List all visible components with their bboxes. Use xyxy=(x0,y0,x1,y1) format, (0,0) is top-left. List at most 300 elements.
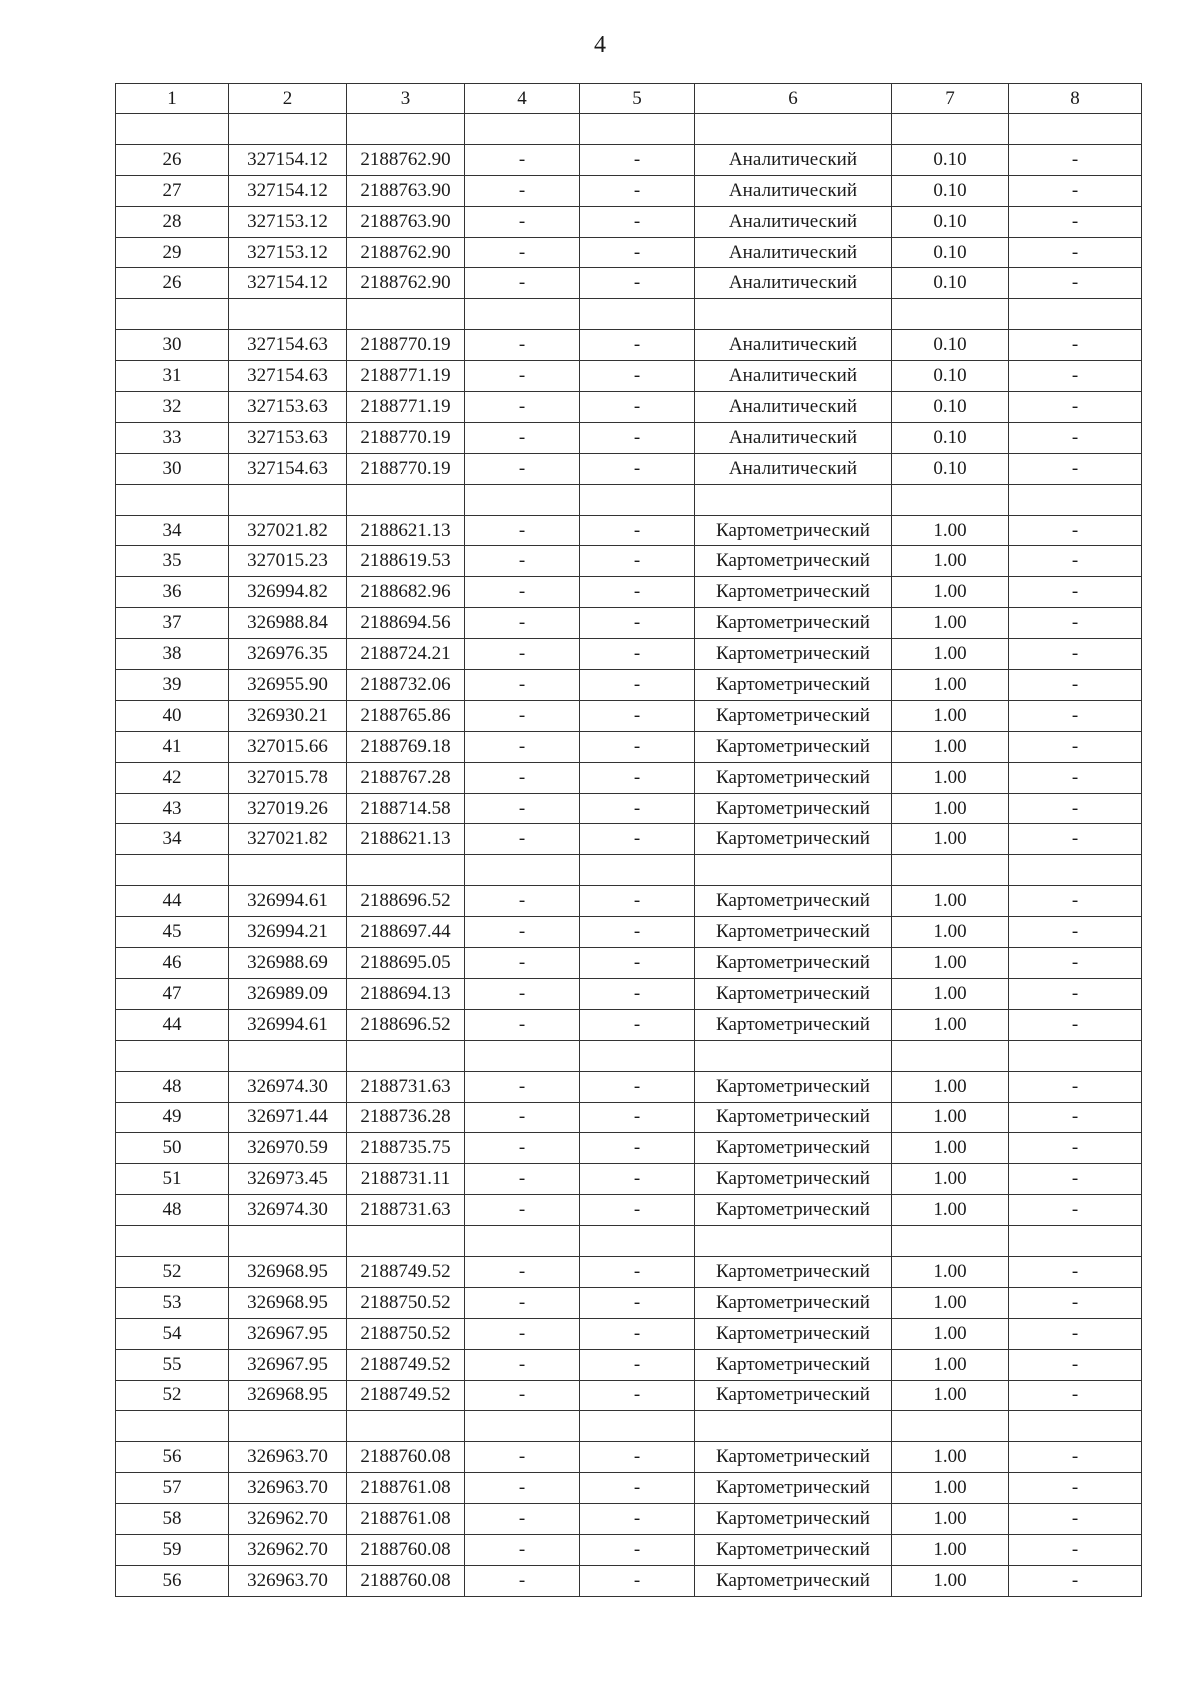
table-row xyxy=(116,515,1142,546)
column-header: 4 xyxy=(465,84,580,114)
table-cell: 1.00 xyxy=(892,1565,1009,1596)
table-cell: 35 xyxy=(116,546,229,577)
table-cell: 0.10 xyxy=(892,206,1009,237)
table-cell: - xyxy=(465,978,580,1009)
table-cell: - xyxy=(465,330,580,361)
table-cell: - xyxy=(465,453,580,484)
table-row xyxy=(116,1504,1142,1535)
empty-cell xyxy=(347,484,465,515)
table-cell: - xyxy=(580,1349,695,1380)
table-row xyxy=(116,206,1142,237)
table-cell: 2188771.19 xyxy=(347,392,465,423)
table-cell: - xyxy=(1009,361,1142,392)
table-cell: - xyxy=(1009,515,1142,546)
table-cell: 40 xyxy=(116,700,229,731)
table-cell: 26 xyxy=(116,144,229,175)
table-cell: Аналитический xyxy=(695,268,892,299)
column-header: 1 xyxy=(116,84,229,114)
table-row xyxy=(116,1287,1142,1318)
table-cell: Картометрический xyxy=(695,948,892,979)
table-cell: 326968.95 xyxy=(229,1256,347,1287)
empty-cell xyxy=(229,855,347,886)
empty-cell xyxy=(892,484,1009,515)
empty-cell xyxy=(347,299,465,330)
table-cell: - xyxy=(1009,268,1142,299)
table-cell: Аналитический xyxy=(695,206,892,237)
table-cell: 2188731.63 xyxy=(347,1071,465,1102)
table-cell: 327154.12 xyxy=(229,268,347,299)
table-cell: 326955.90 xyxy=(229,670,347,701)
table-cell: Картометрический xyxy=(695,670,892,701)
column-header: 2 xyxy=(229,84,347,114)
table-cell: 1.00 xyxy=(892,700,1009,731)
table-cell: 1.00 xyxy=(892,1102,1009,1133)
table-cell: 28 xyxy=(116,206,229,237)
table-cell: 326970.59 xyxy=(229,1133,347,1164)
empty-cell xyxy=(580,855,695,886)
table-cell: 2188770.19 xyxy=(347,422,465,453)
table-cell: 326963.70 xyxy=(229,1565,347,1596)
table-cell: 327019.26 xyxy=(229,793,347,824)
table-cell: Картометрический xyxy=(695,1009,892,1040)
table-cell: 2188750.52 xyxy=(347,1287,465,1318)
empty-cell xyxy=(229,299,347,330)
table-cell: 2188762.90 xyxy=(347,237,465,268)
table-cell: - xyxy=(465,1071,580,1102)
table-row xyxy=(116,1164,1142,1195)
table-cell: 326967.95 xyxy=(229,1349,347,1380)
empty-cell xyxy=(695,114,892,145)
table-cell: - xyxy=(1009,330,1142,361)
table-cell: - xyxy=(1009,1287,1142,1318)
table-cell: 326963.70 xyxy=(229,1473,347,1504)
table-cell: - xyxy=(1009,1565,1142,1596)
table-cell: 2188770.19 xyxy=(347,330,465,361)
table-cell: Картометрический xyxy=(695,731,892,762)
table-cell: 326968.95 xyxy=(229,1287,347,1318)
table-cell: 31 xyxy=(116,361,229,392)
table-cell: 1.00 xyxy=(892,608,1009,639)
table-cell: - xyxy=(465,1473,580,1504)
table-cell: 2188732.06 xyxy=(347,670,465,701)
table-cell: Картометрический xyxy=(695,546,892,577)
table-cell: 326962.70 xyxy=(229,1534,347,1565)
table-cell: 2188696.52 xyxy=(347,886,465,917)
table-cell: 2188695.05 xyxy=(347,948,465,979)
table-cell: 1.00 xyxy=(892,948,1009,979)
table-cell: - xyxy=(580,1256,695,1287)
table-row xyxy=(116,1102,1142,1133)
table-row xyxy=(116,453,1142,484)
empty-cell xyxy=(695,484,892,515)
table-cell: - xyxy=(580,762,695,793)
table-cell: 2188697.44 xyxy=(347,917,465,948)
table-row xyxy=(116,1318,1142,1349)
table-cell: 2188770.19 xyxy=(347,453,465,484)
table-row xyxy=(116,422,1142,453)
empty-cell xyxy=(347,114,465,145)
empty-cell xyxy=(580,114,695,145)
empty-cell xyxy=(229,484,347,515)
table-cell: - xyxy=(1009,824,1142,855)
table-cell: - xyxy=(1009,886,1142,917)
table-cell: 45 xyxy=(116,917,229,948)
empty-cell xyxy=(892,299,1009,330)
empty-cell xyxy=(580,1411,695,1442)
table-cell: - xyxy=(1009,1071,1142,1102)
table-cell: 327154.12 xyxy=(229,175,347,206)
table-row xyxy=(116,1349,1142,1380)
table-cell: - xyxy=(465,1009,580,1040)
table-row xyxy=(116,144,1142,175)
table-cell: 2188731.11 xyxy=(347,1164,465,1195)
table-cell: Картометрический xyxy=(695,1473,892,1504)
table-cell: 2188736.28 xyxy=(347,1102,465,1133)
table-cell: 2188769.18 xyxy=(347,731,465,762)
table-cell: - xyxy=(465,175,580,206)
table-cell: 1.00 xyxy=(892,731,1009,762)
table-cell: Картометрический xyxy=(695,577,892,608)
table-cell: 1.00 xyxy=(892,1287,1009,1318)
table-cell: 0.10 xyxy=(892,330,1009,361)
table-cell: Картометрический xyxy=(695,515,892,546)
table-cell: 1.00 xyxy=(892,1534,1009,1565)
separator-row xyxy=(116,1411,1142,1442)
table-cell: 57 xyxy=(116,1473,229,1504)
empty-cell xyxy=(116,299,229,330)
table-cell: - xyxy=(465,731,580,762)
table-row xyxy=(116,670,1142,701)
table-cell: Картометрический xyxy=(695,1534,892,1565)
table-cell: Картометрический xyxy=(695,1565,892,1596)
table-cell: - xyxy=(580,886,695,917)
table-cell: 2188762.90 xyxy=(347,144,465,175)
table-cell: - xyxy=(465,608,580,639)
coordinates-table xyxy=(115,83,1142,1597)
empty-cell xyxy=(465,855,580,886)
table-cell: - xyxy=(1009,1473,1142,1504)
table-cell: 1.00 xyxy=(892,1473,1009,1504)
table-cell: 52 xyxy=(116,1380,229,1411)
empty-cell xyxy=(580,299,695,330)
table-row xyxy=(116,1534,1142,1565)
table-cell: 327015.78 xyxy=(229,762,347,793)
table-cell: 2188621.13 xyxy=(347,824,465,855)
table-cell: 44 xyxy=(116,1009,229,1040)
table-cell: 58 xyxy=(116,1504,229,1535)
table-cell: - xyxy=(580,546,695,577)
table-cell: 2188763.90 xyxy=(347,175,465,206)
table-cell: Картометрический xyxy=(695,1442,892,1473)
table-cell: 42 xyxy=(116,762,229,793)
table-cell: Картометрический xyxy=(695,1349,892,1380)
table-cell: - xyxy=(580,731,695,762)
empty-cell xyxy=(229,114,347,145)
table-cell: 2188694.56 xyxy=(347,608,465,639)
table-cell: - xyxy=(465,1565,580,1596)
table-cell: - xyxy=(580,206,695,237)
separator-row xyxy=(116,1040,1142,1071)
table-cell: - xyxy=(465,1164,580,1195)
table-cell: 49 xyxy=(116,1102,229,1133)
table-cell: - xyxy=(580,1565,695,1596)
table-cell: 1.00 xyxy=(892,1504,1009,1535)
empty-cell xyxy=(695,299,892,330)
table-cell: - xyxy=(1009,1442,1142,1473)
table-cell: Картометрический xyxy=(695,1164,892,1195)
empty-cell xyxy=(116,855,229,886)
table-cell: Аналитический xyxy=(695,175,892,206)
table-cell: 1.00 xyxy=(892,515,1009,546)
table-cell: 1.00 xyxy=(892,1256,1009,1287)
table-cell: 0.10 xyxy=(892,361,1009,392)
table-cell: 2188714.58 xyxy=(347,793,465,824)
table-cell: - xyxy=(465,1102,580,1133)
table-cell: 326974.30 xyxy=(229,1071,347,1102)
table-cell: 1.00 xyxy=(892,1009,1009,1040)
page-number: 4 xyxy=(594,32,606,58)
table-cell: 0.10 xyxy=(892,422,1009,453)
empty-cell xyxy=(347,855,465,886)
table-row xyxy=(116,546,1142,577)
table-cell: - xyxy=(580,1534,695,1565)
empty-cell xyxy=(1009,114,1142,145)
table-cell: - xyxy=(465,206,580,237)
table-cell: 2188761.08 xyxy=(347,1504,465,1535)
empty-cell xyxy=(347,1040,465,1071)
table-cell: 1.00 xyxy=(892,1071,1009,1102)
table-cell: Аналитический xyxy=(695,361,892,392)
empty-cell xyxy=(580,484,695,515)
table-cell: - xyxy=(465,237,580,268)
table-cell: - xyxy=(580,1133,695,1164)
table-cell: Картометрический xyxy=(695,1380,892,1411)
table-cell: - xyxy=(580,453,695,484)
table-cell: 327154.63 xyxy=(229,330,347,361)
table-cell: - xyxy=(580,793,695,824)
table-cell: - xyxy=(465,546,580,577)
table-row xyxy=(116,1442,1142,1473)
table-cell: 1.00 xyxy=(892,793,1009,824)
table-cell: 2188760.08 xyxy=(347,1534,465,1565)
table-cell: 327154.63 xyxy=(229,453,347,484)
table-cell: 2188767.28 xyxy=(347,762,465,793)
table-cell: 327154.12 xyxy=(229,144,347,175)
table-cell: 2188731.63 xyxy=(347,1195,465,1226)
empty-cell xyxy=(1009,484,1142,515)
table-cell: - xyxy=(580,1442,695,1473)
table-cell: 326994.82 xyxy=(229,577,347,608)
empty-cell xyxy=(465,114,580,145)
table-cell: 53 xyxy=(116,1287,229,1318)
table-cell: - xyxy=(580,1071,695,1102)
table-cell: - xyxy=(580,144,695,175)
table-row xyxy=(116,268,1142,299)
table-cell: - xyxy=(1009,453,1142,484)
table-row xyxy=(116,793,1142,824)
table-cell: 326973.45 xyxy=(229,1164,347,1195)
table-cell: 327015.66 xyxy=(229,731,347,762)
table-cell: - xyxy=(465,670,580,701)
table-cell: - xyxy=(580,361,695,392)
table-row xyxy=(116,1565,1142,1596)
table-cell: - xyxy=(1009,917,1142,948)
table-cell: 326974.30 xyxy=(229,1195,347,1226)
table-cell: - xyxy=(580,422,695,453)
table-cell: 34 xyxy=(116,515,229,546)
table-cell: - xyxy=(465,700,580,731)
table-cell: - xyxy=(580,948,695,979)
table-cell: 1.00 xyxy=(892,670,1009,701)
table-cell: Картометрический xyxy=(695,762,892,793)
table-cell: - xyxy=(465,1504,580,1535)
table-cell: 2188749.52 xyxy=(347,1380,465,1411)
table-cell: - xyxy=(465,1318,580,1349)
table-cell: 0.10 xyxy=(892,175,1009,206)
table-cell: 2188696.52 xyxy=(347,1009,465,1040)
table-row xyxy=(116,1009,1142,1040)
table-cell: Картометрический xyxy=(695,700,892,731)
table-row xyxy=(116,978,1142,1009)
table-cell: - xyxy=(465,793,580,824)
empty-cell xyxy=(695,1226,892,1257)
table-cell: - xyxy=(1009,1256,1142,1287)
table-row xyxy=(116,1133,1142,1164)
table-cell: 2188760.08 xyxy=(347,1565,465,1596)
table-cell: - xyxy=(465,886,580,917)
table-cell: 2188762.90 xyxy=(347,268,465,299)
empty-cell xyxy=(116,484,229,515)
column-header: 5 xyxy=(580,84,695,114)
table-cell: Аналитический xyxy=(695,453,892,484)
table-cell: - xyxy=(580,237,695,268)
table-cell: Аналитический xyxy=(695,144,892,175)
empty-cell xyxy=(229,1411,347,1442)
empty-cell xyxy=(1009,299,1142,330)
table-cell: 2188750.52 xyxy=(347,1318,465,1349)
empty-cell xyxy=(229,1040,347,1071)
table-cell: 1.00 xyxy=(892,1349,1009,1380)
table-cell: - xyxy=(465,268,580,299)
table-cell: 326976.35 xyxy=(229,639,347,670)
table-cell: - xyxy=(465,1349,580,1380)
empty-cell xyxy=(465,1226,580,1257)
table-row xyxy=(116,237,1142,268)
separator-row xyxy=(116,855,1142,886)
table-row xyxy=(116,1473,1142,1504)
table-cell: Аналитический xyxy=(695,330,892,361)
table-cell: - xyxy=(465,917,580,948)
table-cell: - xyxy=(465,1256,580,1287)
table-row xyxy=(116,762,1142,793)
separator-row xyxy=(116,114,1142,145)
table-cell: - xyxy=(580,700,695,731)
table-cell: 34 xyxy=(116,824,229,855)
table-row xyxy=(116,1071,1142,1102)
table-cell: - xyxy=(580,670,695,701)
table-row xyxy=(116,1195,1142,1226)
table-cell: - xyxy=(1009,670,1142,701)
table-cell: 48 xyxy=(116,1071,229,1102)
table-cell: - xyxy=(465,1380,580,1411)
table-cell: 2188619.53 xyxy=(347,546,465,577)
empty-cell xyxy=(116,1411,229,1442)
table-cell: - xyxy=(1009,1380,1142,1411)
table-cell: 59 xyxy=(116,1534,229,1565)
table-cell: - xyxy=(465,1534,580,1565)
table-cell: - xyxy=(580,1318,695,1349)
table-cell: - xyxy=(580,1164,695,1195)
table-row xyxy=(116,330,1142,361)
table-cell: 26 xyxy=(116,268,229,299)
table-cell: 56 xyxy=(116,1565,229,1596)
table-cell: - xyxy=(580,268,695,299)
table-cell: 54 xyxy=(116,1318,229,1349)
table-cell: 1.00 xyxy=(892,1164,1009,1195)
empty-cell xyxy=(892,1040,1009,1071)
table-cell: - xyxy=(465,422,580,453)
table-cell: 2188749.52 xyxy=(347,1256,465,1287)
table-cell: - xyxy=(1009,144,1142,175)
table-header-row xyxy=(116,84,1142,114)
table-cell: - xyxy=(465,1442,580,1473)
table-cell: 1.00 xyxy=(892,577,1009,608)
table-cell: - xyxy=(580,1473,695,1504)
table-cell: 326994.21 xyxy=(229,917,347,948)
table-cell: - xyxy=(580,1287,695,1318)
table-row xyxy=(116,824,1142,855)
table-cell: 52 xyxy=(116,1256,229,1287)
table-cell: Картометрический xyxy=(695,639,892,670)
table-cell: - xyxy=(1009,731,1142,762)
table-cell: - xyxy=(465,144,580,175)
table-cell: - xyxy=(580,175,695,206)
table-cell: 326988.69 xyxy=(229,948,347,979)
table-cell: Картометрический xyxy=(695,1102,892,1133)
table-cell: Картометрический xyxy=(695,1071,892,1102)
table-cell: 33 xyxy=(116,422,229,453)
table-cell: - xyxy=(580,330,695,361)
column-header: 6 xyxy=(695,84,892,114)
empty-cell xyxy=(1009,1411,1142,1442)
table-cell: Картометрический xyxy=(695,608,892,639)
table-cell: 55 xyxy=(116,1349,229,1380)
table-cell: - xyxy=(465,1133,580,1164)
table-cell: 41 xyxy=(116,731,229,762)
empty-cell xyxy=(465,1040,580,1071)
table-cell: Картометрический xyxy=(695,1318,892,1349)
table-cell: Картометрический xyxy=(695,1287,892,1318)
table-cell: - xyxy=(465,515,580,546)
table-cell: Картометрический xyxy=(695,1504,892,1535)
table-cell: - xyxy=(580,1504,695,1535)
table-row xyxy=(116,361,1142,392)
table-cell: - xyxy=(1009,1009,1142,1040)
table-cell: - xyxy=(465,762,580,793)
table-cell: 327153.12 xyxy=(229,206,347,237)
empty-cell xyxy=(465,484,580,515)
table-cell: 327021.82 xyxy=(229,515,347,546)
table-cell: 326963.70 xyxy=(229,1442,347,1473)
table-cell: 326968.95 xyxy=(229,1380,347,1411)
empty-cell xyxy=(116,114,229,145)
table-cell: 2188735.75 xyxy=(347,1133,465,1164)
table-cell: - xyxy=(1009,700,1142,731)
column-header: 3 xyxy=(347,84,465,114)
table-cell: - xyxy=(580,978,695,1009)
empty-cell xyxy=(892,1226,1009,1257)
table-cell: 48 xyxy=(116,1195,229,1226)
